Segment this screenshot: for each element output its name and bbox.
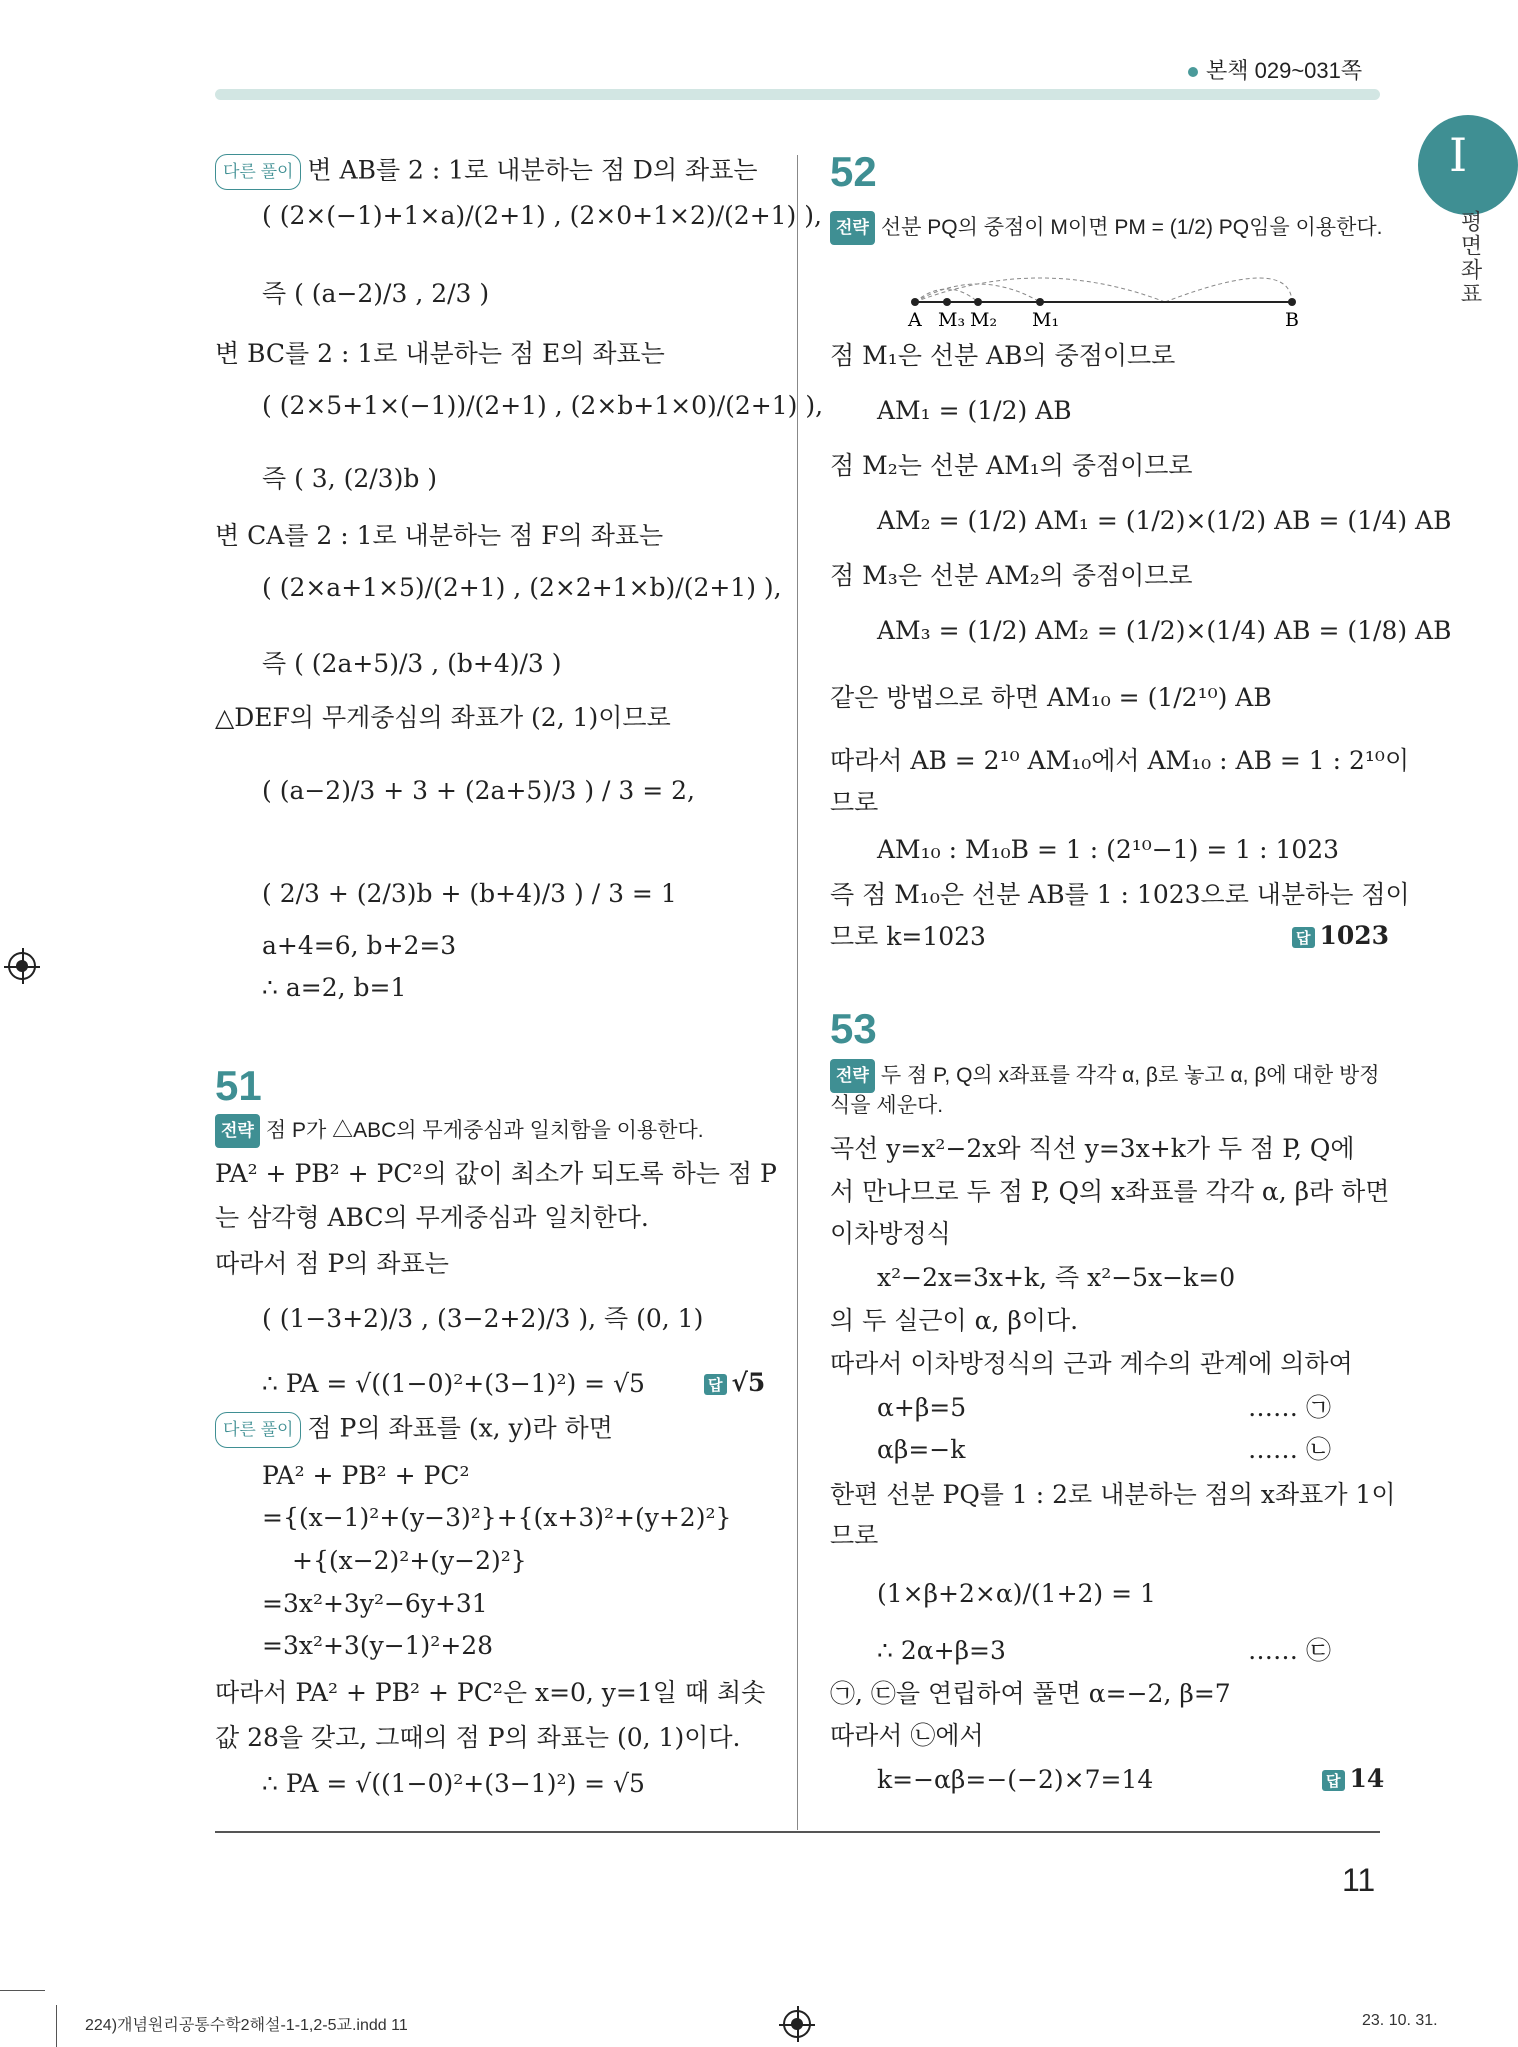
p53-line-5: 따라서 이차방정식의 근과 계수의 관계에 의하여 xyxy=(830,1349,1353,1378)
marker-2: …… ㉡ xyxy=(1248,1435,1331,1464)
p52-line-6: 같은 방법으로 하면 AM₁₀ = (1/2¹⁰) AB xyxy=(830,683,1272,712)
problem-51-strategy: 전략 점 P가 △ABC의 무게중심과 일치함을 이용한다. xyxy=(215,1113,704,1148)
chapter-title: 평면좌표 xyxy=(1458,210,1483,306)
p51-line-0: PA² + PB² + PC²의 값이 최소가 되도록 하는 점 P xyxy=(215,1159,777,1188)
p51-line-2: 따라서 점 P의 좌표는 xyxy=(215,1249,449,1278)
point-a xyxy=(911,298,919,306)
left-line-1: ( (2×(−1)+1×a)/(2+1) , (2×0+1×2)/(2+1) ), xyxy=(262,201,822,230)
p52-line-4: 점 M₃은 선분 AM₂의 중점이므로 xyxy=(830,561,1193,590)
label-m1: M₁ xyxy=(1032,309,1060,331)
p53-line-13: 따라서 ㉡에서 xyxy=(830,1721,984,1750)
p52-line-10: 즉 점 M₁₀은 선분 AB를 1 : 1023으로 내분하는 점이 xyxy=(830,880,1410,909)
p53-line-7: αβ=−k xyxy=(877,1435,966,1464)
alt-solution-tag: 다른 풀이 xyxy=(215,1412,301,1448)
label-a: A xyxy=(908,309,922,331)
problem-52-strategy: 전략 선분 PQ의 중점이 M이면 PM = (1/2) PQ임을 이용한다. xyxy=(830,210,1383,245)
point-b xyxy=(1288,298,1296,306)
p53-line-6: α+β=5 xyxy=(877,1393,967,1422)
left-line-2: 즉 ( (a−2)/3 , 2/3 ) xyxy=(262,279,490,308)
p53-line-4: 의 두 실근이 α, β이다. xyxy=(830,1306,1079,1335)
left-line-8: 즉 ( (2a+5)/3 , (b+4)/3 ) xyxy=(262,649,562,678)
p51-alt-line-6: 따라서 PA² + PB² + PC²은 x=0, y=1일 때 최솟 xyxy=(215,1678,766,1707)
answer-tag: 답 xyxy=(1322,1770,1345,1791)
page-reference: 본책 029~031쪽 xyxy=(1188,54,1362,85)
footer-filename: 224)개념원리공통수학2해설-1-1,2-5교.indd 11 xyxy=(85,2017,408,2034)
strategy-tag: 전략 xyxy=(215,1114,260,1148)
p53-line-14: k=−αβ=−(−2)×7=14 xyxy=(877,1765,1154,1794)
p53-answer: 답 14 xyxy=(1322,1764,1384,1793)
p51-alt-line-2: ={(x−1)²+(y−3)²}+{(x+3)²+(y+2)²} xyxy=(262,1503,732,1532)
p52-line-8: 므로 xyxy=(830,788,879,817)
p51-alt-line-1: PA² + PB² + PC² xyxy=(262,1461,470,1490)
left-line-11: ( 2/3 + (2/3)b + (b+4)/3 ) / 3 = 1 xyxy=(262,879,677,908)
segment-diagram xyxy=(900,262,1320,332)
p52-answer: 답 1023 xyxy=(1292,921,1389,950)
p52-line-5: AM₃ = (1/2) AM₂ = (1/2)×(1/4) AB = (1/8) AB xyxy=(877,616,1452,645)
p52-line-0: 점 M₁은 선분 AB의 중점이므로 xyxy=(830,341,1176,370)
problem-52-number: 52 xyxy=(830,148,877,195)
left-line-9: △DEF의 무게중심의 좌표가 (2, 1)이므로 xyxy=(215,703,671,732)
p53-line-0: 곡선 y=x²−2x와 직선 y=3x+k가 두 점 P, Q에 xyxy=(830,1134,1355,1163)
left-line-6: 변 CA를 2 : 1로 내분하는 점 F의 좌표는 xyxy=(215,521,664,550)
registration-mark-icon xyxy=(8,952,36,980)
bottom-rule xyxy=(215,1831,1380,1833)
footer-date: 23. 10. 31. xyxy=(1362,2012,1438,2029)
left-line-4: ( (2×5+1×(−1))/(2+1) , (2×b+1×0)/(2+1) ), xyxy=(262,391,824,420)
point-m3 xyxy=(943,298,951,306)
p51-answer: 답 √5 xyxy=(704,1368,765,1397)
p51-alt-line-8: ∴ PA = √((1−0)²+(3−1)²) = √5 xyxy=(262,1769,645,1798)
answer-tag: 답 xyxy=(704,1374,727,1395)
chapter-tab xyxy=(1418,115,1518,215)
label-m2: M₂ xyxy=(970,309,998,331)
left-line-12: a+4=6, b+2=3 xyxy=(262,931,457,960)
marker-3: …… ㉢ xyxy=(1248,1636,1331,1665)
p52-line-2: 점 M₂는 선분 AM₁의 중점이므로 xyxy=(830,451,1193,480)
left-line-0: 다른 풀이 변 AB를 2 : 1로 내분하는 점 D의 좌표는 xyxy=(215,154,758,190)
p52-line-9: AM₁₀ : M₁₀B = 1 : (2¹⁰−1) = 1 : 1023 xyxy=(877,835,1340,864)
header-bar xyxy=(215,89,1380,100)
p53-line-3: x²−2x=3x+k, 즉 x²−5x−k=0 xyxy=(877,1263,1236,1292)
p52-line-3: AM₂ = (1/2) AM₁ = (1/2)×(1/2) AB = (1/4) AB xyxy=(877,506,1452,535)
label-m3: M₃ xyxy=(938,309,966,331)
point-m1 xyxy=(1036,298,1044,306)
strategy-tag: 전략 xyxy=(830,211,875,245)
p53-line-8: 한편 선분 PQ를 1 : 2로 내분하는 점의 x좌표가 1이 xyxy=(830,1480,1396,1509)
left-line-7: ( (2×a+1×5)/(2+1) , (2×2+1×b)/(2+1) ), xyxy=(262,573,782,602)
marker-1: …… ㉠ xyxy=(1248,1393,1331,1422)
alt-solution-tag: 다른 풀이 xyxy=(215,154,301,190)
strategy-tag: 전략 xyxy=(830,1059,875,1093)
problem-53-strategy-1: 전략 두 점 P, Q의 x좌표를 각각 α, β로 놓고 α, β에 대한 방정 xyxy=(830,1058,1380,1093)
chapter-roman-numeral: I xyxy=(1449,128,1468,182)
answer-tag: 답 xyxy=(1292,927,1315,948)
problem-51-number: 51 xyxy=(215,1062,262,1109)
crop-mark xyxy=(56,2005,57,2047)
p52-line-11: 므로 k=1023 xyxy=(830,922,986,951)
p51-alt-line-0: 다른 풀이 점 P의 좌표를 (x, y)라 하면 xyxy=(215,1412,613,1448)
left-line-5: 즉 ( 3, (2/3)b ) xyxy=(262,464,438,493)
problem-53-number: 53 xyxy=(830,1005,877,1052)
arc-m1-b xyxy=(1165,278,1292,302)
p51-alt-line-4: =3x²+3y²−6y+31 xyxy=(262,1589,488,1618)
p51-line-3: ( (1−3+2)/3 , (3−2+2)/3 ), 즉 (0, 1) xyxy=(262,1304,704,1333)
p53-line-9: 므로 xyxy=(830,1521,879,1550)
p51-alt-line-7: 값 28을 갖고, 그때의 점 P의 좌표는 (0, 1)이다. xyxy=(215,1723,741,1752)
point-m2 xyxy=(974,298,982,306)
p53-line-2: 이차방정식 xyxy=(830,1219,951,1248)
p53-line-1: 서 만나므로 두 점 P, Q의 x좌표를 각각 α, β라 하면 xyxy=(830,1177,1390,1206)
p52-line-1: AM₁ = (1/2) AB xyxy=(877,396,1072,425)
left-line-13: ∴ a=2, b=1 xyxy=(262,973,407,1002)
p51-line-1: 는 삼각형 ABC의 무게중심과 일치한다. xyxy=(215,1203,649,1232)
registration-mark-icon xyxy=(783,2010,811,2038)
p53-line-10: (1×β+2×α)/(1+2) = 1 xyxy=(877,1579,1156,1608)
page-number: 11 xyxy=(1342,1862,1376,1898)
p51-alt-line-5: =3x²+3(y−1)²+28 xyxy=(262,1631,494,1660)
bullet-dot-icon xyxy=(1188,67,1198,77)
p52-line-7: 따라서 AB = 2¹⁰ AM₁₀에서 AM₁₀ : AB = 1 : 2¹⁰이 xyxy=(830,746,1410,775)
p51-line-4: ∴ PA = √((1−0)²+(3−1)²) = √5 xyxy=(262,1369,645,1398)
left-line-3: 변 BC를 2 : 1로 내분하는 점 E의 좌표는 xyxy=(215,339,665,368)
label-b: B xyxy=(1285,309,1299,331)
p53-line-11: ∴ 2α+β=3 xyxy=(877,1636,1006,1665)
problem-53-strategy-2: 식을 세운다. xyxy=(830,1094,944,1117)
p53-line-12: ㉠, ㉢을 연립하여 풀면 α=−2, β=7 xyxy=(830,1679,1231,1708)
crop-mark xyxy=(0,1990,45,1991)
p51-alt-line-3: +{(x−2)²+(y−2)²} xyxy=(292,1546,527,1575)
left-line-10: ( (a−2)/3 + 3 + (2a+5)/3 ) / 3 = 2, xyxy=(262,776,695,805)
